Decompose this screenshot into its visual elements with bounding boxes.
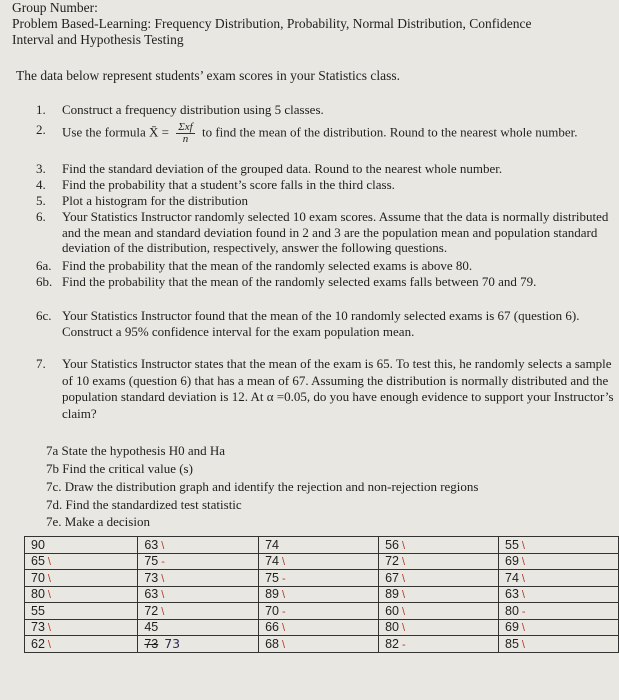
question-number: 6a. <box>36 258 52 273</box>
question-text: Find the probability that the mean of the randomly selected exams is above 80. <box>62 258 473 273</box>
table-cell: 72 \ <box>379 553 499 570</box>
question-number: 6b. <box>36 274 53 289</box>
table-cell: 80 - <box>499 603 619 620</box>
table-cell: 60 \ <box>379 603 499 620</box>
table-cell: 55 <box>25 603 138 620</box>
table-cell: 45 <box>138 619 259 636</box>
exam-scores-table <box>24 536 619 653</box>
question-7c: 7c. Draw the distribution graph and identify the rejection and non-rejection regions <box>46 479 479 494</box>
table-cell: 66 \ <box>259 619 379 636</box>
table-cell: 89 \ <box>259 586 379 603</box>
table-cell: 75 - <box>259 570 379 587</box>
table-cell: 80 \ <box>379 619 499 636</box>
table-cell: 63 \ <box>138 537 259 554</box>
table-cell: 75 - <box>138 553 259 570</box>
table-cell: 89 \ <box>379 586 499 603</box>
question-number: 4. <box>36 177 46 192</box>
formula-denominator: n <box>182 133 189 145</box>
question-number: 6c. <box>36 308 52 323</box>
question-text: Construct a frequency distribution using 5 classes. <box>62 102 324 117</box>
table-cell: 56 \ <box>379 537 499 554</box>
question-text: Your Statistics Instructor randomly selected 10 exam scores. Assume that the data is normally distributed and the mean and standard deviation found in 2 and 3 are the population mean and population standard deviation of the distribution, respectively, answer the following questions. <box>62 209 609 255</box>
problem-title-line1: Problem Based-Learning: Frequency Distribution, Probability, Normal Distribution, Confidence <box>12 16 532 31</box>
group-number-label: Group Number: <box>12 0 98 15</box>
table-row <box>25 636 619 653</box>
table-cell: 70 \ <box>25 570 138 587</box>
table-cell: 74 <box>259 537 379 554</box>
question-text: Find the probability that a student’s score falls in the third class. <box>62 177 395 192</box>
table-cell: 85 \ <box>499 636 619 653</box>
question-7e: 7e. Make a decision <box>46 514 150 529</box>
header <box>12 0 532 48</box>
question-number: 7. <box>36 356 46 371</box>
question-text: Find the standard deviation of the grouped data. Round to the nearest whole number. <box>62 161 503 176</box>
question-number: 2. <box>36 122 46 137</box>
table-cell: 74 \ <box>259 553 379 570</box>
question-text: Find the probability that the mean of the randomly selected exams falls between 70 and 79. <box>62 274 537 289</box>
question-text: Your Statistics Instructor found that the mean of the 10 randomly selected exams is 67 (question 6). Construct a 95% confidence interval for the exam population mean. <box>62 308 580 339</box>
question-text: Your Statistics Instructor states that the mean of the exam is 65. To test this, he randomly selects a sample of 10 exams (question 6) that has a mean of 67. Assuming the distribution is normally distributed and the population standard deviation is 12. At α =0.05, do you have enough evidence to support your Instructor’s claim? <box>62 356 614 421</box>
table-cell: 65 \ <box>25 553 138 570</box>
formula-suffix: to find the mean of the distribution. Round to the nearest whole number. <box>201 124 578 140</box>
question-number: 3. <box>36 161 46 176</box>
intro-text: The data below represent students’ exam scores in your Statistics class. <box>16 68 401 83</box>
question-number: 6. <box>36 209 46 224</box>
table-cell: 74 \ <box>499 570 619 587</box>
question-number: 5. <box>36 193 46 208</box>
table-cell: 55 \ <box>499 537 619 554</box>
table-cell: 90 <box>25 537 138 554</box>
table-row <box>25 586 619 603</box>
formula-prefix: Use the formula X̄ = <box>62 124 169 140</box>
table-cell: 69 \ <box>499 619 619 636</box>
question-7d: 7d. Find the standardized test statistic <box>46 497 242 512</box>
table-cell: 70 - <box>259 603 379 620</box>
table-cell: 62 \ <box>25 636 138 653</box>
table-cell: 63 \ <box>499 586 619 603</box>
table-cell: 82 - <box>379 636 499 653</box>
table-row <box>25 603 619 620</box>
question-number: 1. <box>36 102 46 117</box>
table-row <box>25 619 619 636</box>
table-cell: 73 \ <box>25 619 138 636</box>
problem-title-line2: Interval and Hypothesis Testing <box>12 32 184 47</box>
table-cell: 72 \ <box>138 603 259 620</box>
handwritten-correction: 73 <box>164 636 181 652</box>
table-row <box>25 537 619 554</box>
question-text <box>62 122 619 145</box>
table-cell: 68 \ <box>259 636 379 653</box>
table-cell: 63 \ <box>138 586 259 603</box>
table-cell: 69 \ <box>499 553 619 570</box>
question-7a: 7a State the hypothesis H0 and Ha <box>46 443 226 458</box>
table-cell: 80 \ <box>25 586 138 603</box>
question-text: Plot a histogram for the distribution <box>62 193 248 208</box>
mean-formula-fraction <box>176 122 194 145</box>
question-7b: 7b Find the critical value (s) <box>46 461 193 476</box>
table-row <box>25 553 619 570</box>
table-cell: 73 73 <box>138 636 259 653</box>
table-cell: 67 \ <box>379 570 499 587</box>
formula-numerator: Σxf <box>178 121 193 133</box>
table-cell: 73 \ <box>138 570 259 587</box>
table-row <box>25 570 619 587</box>
